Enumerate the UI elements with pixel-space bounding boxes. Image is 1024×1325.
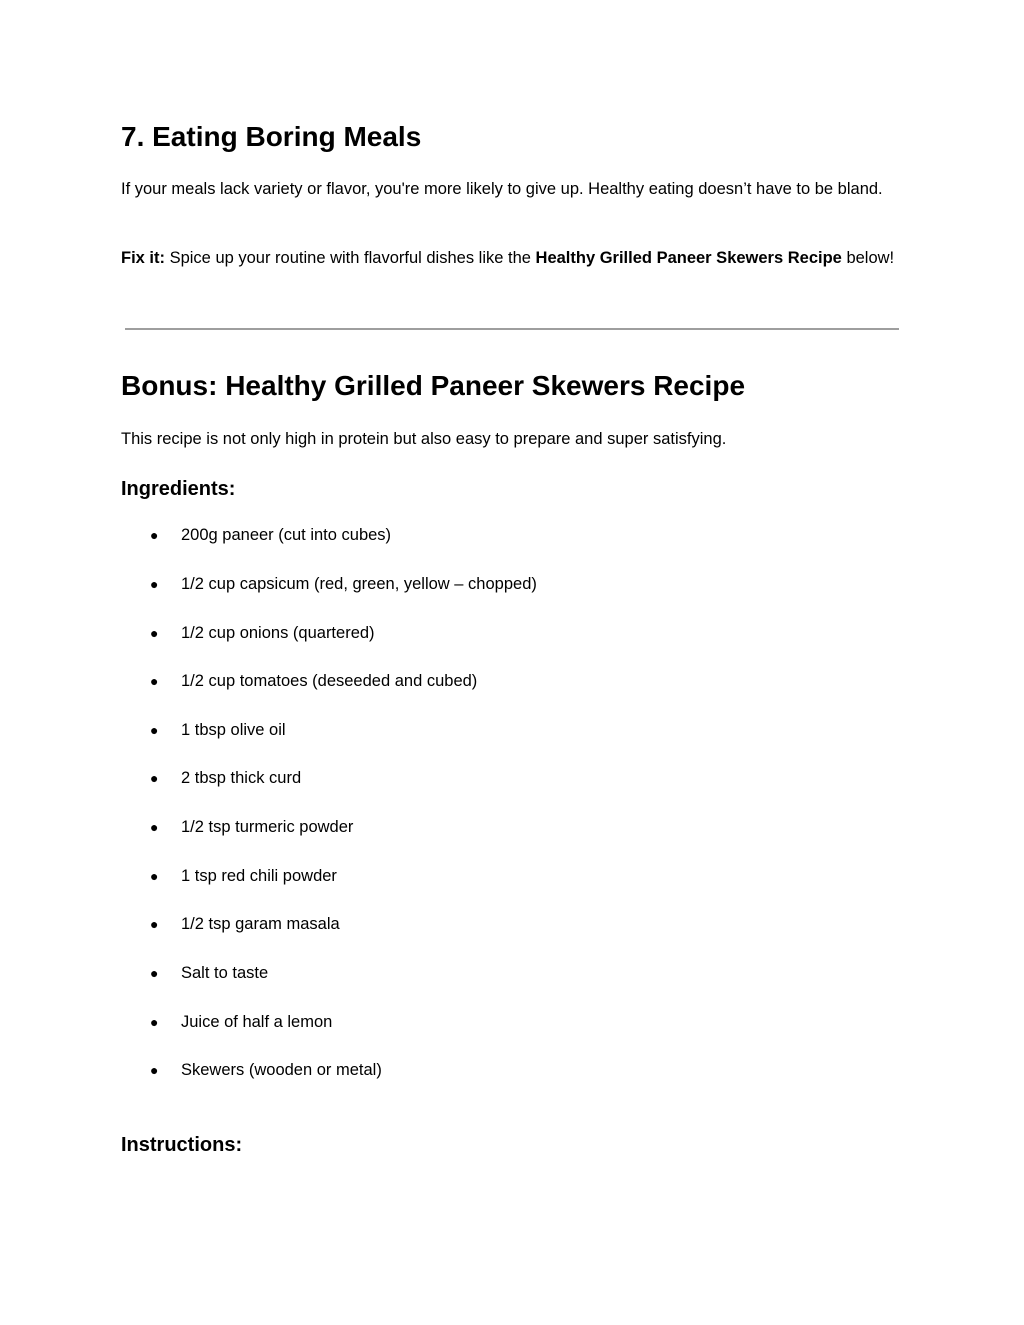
fix-it-text: Spice up your routine with flavorful dishes like the [165,249,536,267]
ingredient-text: Salt to taste [181,964,269,982]
fix-it-label: Fix it: [121,249,165,267]
bullet-icon: ● [150,576,159,592]
ingredient-text: 1 tsp red chili powder [181,867,337,885]
bullet-icon: ● [150,673,159,689]
bullet-icon: ● [150,868,159,884]
section-intro-paragraph: If your meals lack variety or flavor, you're more likely to give up. Healthy eating doesn’t have to be bland. [121,180,883,198]
bullet-icon: ● [150,770,159,786]
fix-it-paragraph [121,246,901,270]
bullet-icon: ● [150,625,159,641]
ingredient-text: 1/2 cup onions (quartered) [181,624,375,642]
bullet-icon: ● [150,965,159,981]
recipe-intro-paragraph: This recipe is not only high in protein but also easy to prepare and super satisfying. [121,430,727,448]
ingredient-text: 200g paneer (cut into cubes) [181,526,392,544]
ingredient-text: 1/2 cup capsicum (red, green, yellow – chopped) [181,575,537,593]
ingredient-text: 1/2 cup tomatoes (deseeded and cubed) [181,672,478,690]
bullet-icon: ● [150,1062,159,1078]
horizontal-divider [125,328,899,330]
ingredient-text: 2 tbsp thick curd [181,769,302,787]
bullet-icon: ● [150,1014,159,1030]
bonus-recipe-heading: Bonus: Healthy Grilled Paneer Skewers Recipe [121,370,746,401]
ingredients-heading: Ingredients: [121,478,236,500]
ingredient-text: 1 tbsp olive oil [181,721,286,739]
fix-it-text-end: below! [841,249,895,267]
ingredient-text: Juice of half a lemon [181,1013,333,1031]
fix-it-recipe-name: Healthy Grilled Paneer Skewers Recipe [535,249,842,267]
bullet-icon: ● [150,916,159,932]
instructions-heading: Instructions: [121,1134,243,1156]
ingredient-text: Skewers (wooden or metal) [181,1061,382,1079]
ingredient-text: 1/2 tsp garam masala [181,915,340,933]
bullet-icon: ● [150,722,159,738]
bullet-icon: ● [150,819,159,835]
section-heading-eating-boring-meals: 7. Eating Boring Meals [121,121,422,152]
ingredient-text: 1/2 tsp turmeric powder [181,818,354,836]
bullet-icon: ● [150,527,159,543]
